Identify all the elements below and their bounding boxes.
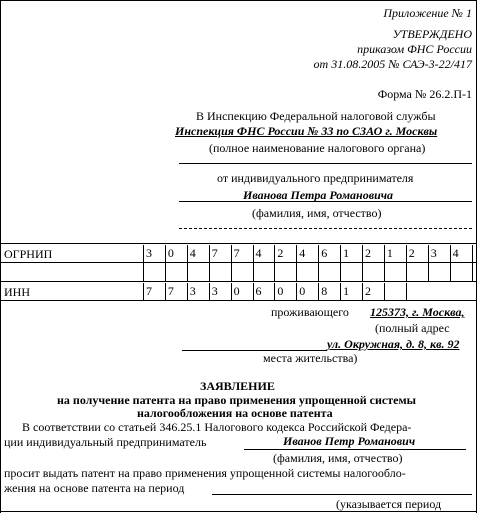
cell-divider [406, 283, 407, 300]
cell-divider [231, 245, 232, 262]
inn-digit-cell: 8 [321, 284, 328, 298]
ogrnip-digit-cell: 4 [452, 246, 459, 260]
spacer-digit-cell [209, 263, 231, 281]
spacer-digit-cell [428, 263, 450, 281]
cell-divider [428, 245, 429, 262]
cell-divider [143, 283, 144, 300]
inn-digit-cell: 2 [365, 284, 371, 298]
statement-body-1: В соответствии со статьей 346.25.1 Налогового кодекса Российской Федера- [22, 420, 412, 434]
spacer-digit-cell [143, 263, 165, 281]
entrepreneur-name: Иванова Петра Романовича [243, 188, 394, 202]
cell-divider [274, 263, 275, 281]
applicant-name: Иванов Петр Романович [283, 434, 416, 448]
cell-divider [472, 245, 473, 262]
cell-divider [253, 283, 254, 300]
cell-divider [143, 263, 144, 281]
spacer-digit-cell [165, 263, 187, 281]
statement-subtitle-2: налогообложения на основе патента [137, 406, 333, 420]
statement-body-3: просит выдать патент на право применения упрощенной системы налогообло- [4, 466, 406, 480]
spacer-digit-cell [406, 263, 428, 281]
spacer-digit-cell [362, 263, 384, 281]
spacer-digit-cell [384, 263, 406, 281]
inn-digit-cell [384, 283, 406, 300]
cell-divider [318, 263, 319, 281]
spacer-row-bottom [0, 281, 477, 282]
order-date: от 31.08.2005 № САЭ-3-22/417 [313, 57, 472, 71]
cell-divider [274, 283, 275, 300]
inn-digit-cell: 7 [167, 284, 174, 298]
approved-label: УТВЕРЖДЕНО [392, 27, 472, 41]
residing-label: проживающего [271, 305, 349, 319]
cell-divider [253, 245, 254, 262]
cell-divider [362, 245, 363, 262]
ogrnip-digit-cell: 7 [211, 246, 218, 260]
cell-divider [274, 245, 275, 262]
cell-divider [187, 283, 188, 300]
cell-divider [384, 283, 385, 300]
cell-divider [296, 283, 297, 300]
ogrnip-digit-cell: 1 [343, 246, 350, 260]
cell-divider [406, 245, 407, 262]
name-underline [179, 201, 472, 202]
inn-digit-cell: 0 [299, 284, 306, 298]
cell-divider [143, 245, 144, 262]
cell-divider [450, 245, 451, 262]
statement-title: ЗАЯВЛЕНИЕ [200, 379, 275, 393]
appendix-label: Приложение № 1 [383, 6, 472, 20]
ogrnip-digit-cell: 4 [255, 246, 262, 260]
authority-hint: (полное наименование налогового органа) [209, 141, 426, 155]
ogrnip-digit-cell: 2 [277, 246, 284, 260]
tax-authority-name: Инспекция ФНС России № 33 по СЗАО г. Москвы [175, 124, 438, 138]
ogrnip-digit-cell: 4 [189, 246, 196, 260]
cell-divider [340, 283, 341, 300]
cell-divider [384, 263, 385, 281]
ogrnip-digit-cell: 7 [233, 246, 240, 260]
cell-divider [165, 283, 166, 300]
inn-label: ИНН [4, 285, 30, 299]
order-label: приказом ФНС России [357, 42, 472, 56]
from-line: от индивидуального предпринимателя [217, 171, 414, 185]
cell-divider [384, 245, 385, 262]
inn-digit-cell: 3 [211, 284, 218, 298]
cell-divider [340, 245, 341, 262]
inn-digit-cell: 7 [146, 284, 152, 298]
cell-divider [209, 245, 210, 262]
statement-body-2: ции индивидуальный предприниматель [4, 435, 207, 449]
cell-divider [165, 245, 166, 262]
ogrnip-row [0, 245, 478, 262]
cell-divider [362, 283, 363, 300]
cell-divider [450, 263, 451, 281]
cell-divider [209, 263, 210, 281]
cell-divider [187, 245, 188, 262]
inn-digit-cell: 3 [189, 284, 196, 298]
cell-divider [472, 263, 473, 281]
spacer-row [0, 263, 478, 281]
ogrnip-digit-cell: 2 [408, 246, 415, 260]
cell-divider [253, 263, 254, 281]
blank-line-2 [179, 228, 472, 229]
inn-digit-cell: 1 [343, 284, 350, 298]
cell-divider [318, 283, 319, 300]
cell-divider [231, 263, 232, 281]
spacer-digit-cell [231, 263, 253, 281]
table-top-line [0, 243, 477, 244]
full-address-hint: (полный адрес [375, 321, 450, 335]
blank-line [179, 163, 472, 164]
cell-divider [296, 245, 297, 262]
inn-row-bottom [0, 300, 477, 301]
address-line-2: ул. Окружная, д. 8, кв. 92 [327, 337, 460, 351]
statement-subtitle-1: на получение патента на право применения упрощенной системы [57, 393, 417, 407]
to-line: В Инспекцию Федеральной налоговой службы [196, 109, 436, 123]
ogrnip-label: ОГРНИП [4, 247, 53, 261]
residence-hint: места жительства) [263, 351, 358, 365]
cell-divider [296, 263, 297, 281]
spacer-digit-cell [253, 263, 275, 281]
ogrnip-digit-cell: 4 [299, 246, 306, 260]
ogrnip-digit-cell: 1 [386, 246, 393, 260]
form-number: Форма № 26.2.П-1 [377, 87, 472, 101]
cell-divider [362, 263, 363, 281]
cell-divider [318, 245, 319, 262]
cell-divider [406, 263, 407, 281]
inn-digit-cell: 6 [255, 284, 262, 298]
spacer-digit-cell [296, 263, 318, 281]
frame-top-border [0, 0, 477, 1]
spacer-digit-cell [450, 263, 472, 281]
spacer-digit-cell [187, 263, 209, 281]
spacer-digit-cell [274, 263, 296, 281]
spacer-digit-cell [318, 263, 340, 281]
applicant-name-hint: (фамилия, имя, отчество) [273, 451, 403, 465]
statement-body-4: жения на основе патента на период [4, 481, 185, 495]
cell-divider [209, 283, 210, 300]
inn-digit-cell: 0 [277, 284, 284, 298]
cell-divider [165, 263, 166, 281]
ogrnip-digit-cell: 6 [321, 246, 328, 260]
applicant-underline [244, 449, 466, 450]
spacer-digit-cell [340, 263, 362, 281]
cell-divider [340, 263, 341, 281]
ogrnip-digit-cell: 3 [430, 246, 437, 260]
frame-bottom-border [0, 511, 477, 512]
cell-divider [187, 263, 188, 281]
ogrnip-digit-cell: 2 [365, 246, 371, 260]
inn-digit-cell: 0 [233, 284, 240, 298]
inn-row [0, 283, 478, 300]
period-hint: (указывается период [336, 497, 442, 511]
period-underline [212, 494, 472, 495]
cell-divider [428, 263, 429, 281]
address-line-1: 125373, г. Москва, [370, 305, 465, 319]
ogrnip-digit-cell: 0 [167, 246, 174, 260]
ogrnip-digit-cell: 3 [146, 246, 152, 260]
name-hint: (фамилия, имя, отчество) [252, 206, 382, 220]
cell-divider [231, 283, 232, 300]
